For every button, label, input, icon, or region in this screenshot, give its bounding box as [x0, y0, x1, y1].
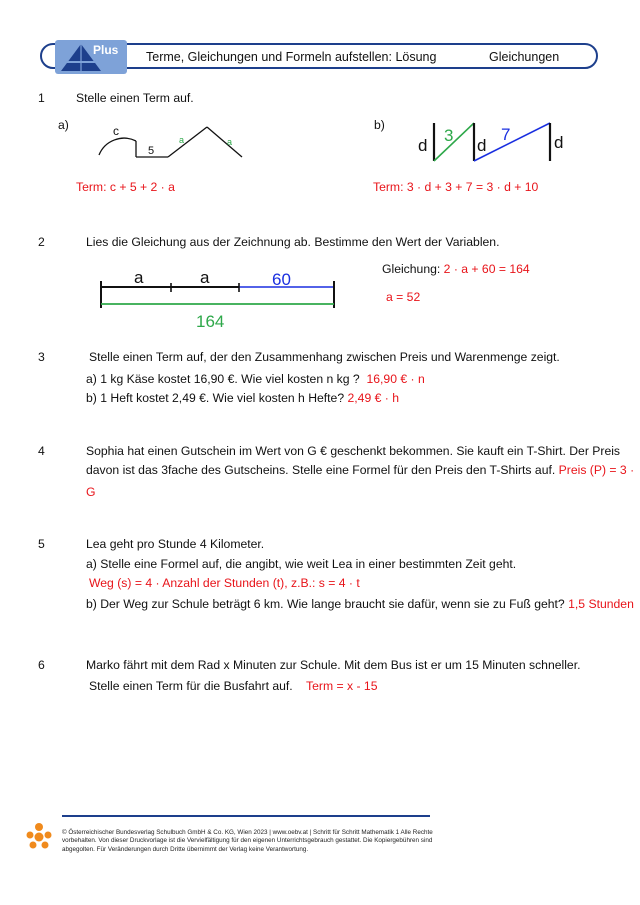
task-1b-figure — [412, 115, 572, 170]
label-a-1: a — [179, 135, 185, 145]
task-4-line-2-row — [86, 463, 634, 477]
task-3-number: 3 — [38, 350, 45, 364]
logo-label: Plus — [93, 43, 119, 57]
footer-copyright: © Österreichischer Bundesverlag Schulbuch GmbH & Co. KG, Wien 2023 | www.oebv.at | Schritt für Schritt Mathematik 1 Alle Rechte vorbehalten. Von dieser Druckvorlage ist die Vervielfältigung für den eigenen Unterrichtsgebrauch gestattet. Die Kopiergebühren sind abgegolten. Für Veränderungen durch Dritte übernimmt der Verlag keine Verantwortung. — [62, 829, 433, 853]
arc-c — [99, 138, 136, 155]
page-title: Terme, Gleichungen und Formeln aufstellen: Lösung — [146, 50, 437, 64]
task-4-number: 4 — [38, 444, 45, 458]
label-d-1: d — [418, 136, 428, 155]
task-2-number: 2 — [38, 235, 45, 249]
task-6-answer: Term = x - 15 — [306, 679, 378, 693]
task-5a-answer: Weg (s) = 4 · Anzahl der Stunden (t), z.B.: s = 4 · t — [89, 576, 360, 590]
task-3a-text: a) 1 kg Käse kostet 16,90 €. Wie viel kosten n kg ? — [86, 372, 360, 386]
subject-label: Gleichungen — [489, 50, 560, 64]
task-5-number: 5 — [38, 537, 45, 551]
label-a-2: a — [200, 268, 210, 287]
task-1a-figure — [90, 115, 260, 165]
task-3-text: Stelle einen Term auf, der den Zusammenhang zwischen Preis und Warenmenge zeigt. — [89, 350, 560, 364]
task-6-line-1: Marko fährt mit dem Rad x Minuten zur Schule. Mit dem Bus ist er um 15 Minuten schneller. — [86, 658, 581, 672]
label-a-1: a — [134, 268, 144, 287]
task-4-line-2: davon ist das 3fache des Gutscheins. Stelle eine Formel für den Preis den T-Shirts auf. — [86, 463, 556, 477]
label-60: 60 — [272, 270, 291, 289]
footer-divider — [62, 815, 430, 817]
task-4-line-1: Sophia hat einen Gutschein im Wert von G € geschenkt bekommen. Sie kauft ein T-Shirt. Der Preis — [86, 444, 621, 458]
task-2-equation-label: Gleichung: — [382, 262, 441, 276]
task-5b-row — [86, 597, 634, 611]
task-3a-answer: 16,90 € · n — [366, 372, 425, 386]
task-4-answer-part-2: G — [86, 485, 96, 499]
task-3b-answer: 2,49 € · h — [347, 391, 399, 405]
task-2-solution: a = 52 — [386, 290, 421, 304]
publisher-logo-icon — [24, 821, 54, 851]
task-1a-answer: Term: c + 5 + 2 · a — [76, 180, 175, 194]
task-3b-row — [86, 391, 399, 405]
task-1-number: 1 — [38, 91, 45, 105]
task-2-equation-row — [382, 262, 530, 276]
task-6-line-2: Stelle einen Term für die Busfahrt auf. — [89, 679, 293, 693]
task-1b-label: b) — [374, 118, 385, 132]
task-4-answer-part-1: Preis (P) = 3 · — [558, 463, 635, 477]
task-3a-row — [86, 372, 425, 386]
label-d-2: d — [477, 136, 487, 155]
task-1b-answer: Term: 3 · d + 3 + 7 = 3 · d + 10 — [373, 180, 539, 194]
task-1a-label: a) — [58, 118, 69, 132]
task-2-text: Lies die Gleichung aus der Zeichnung ab. Bestimme den Wert der Variablen. — [86, 235, 500, 249]
label-5: 5 — [148, 145, 155, 157]
label-d-3: d — [554, 133, 564, 152]
label-c: c — [113, 124, 119, 138]
label-a-2: a — [227, 137, 233, 147]
task-6-line-2-row — [89, 679, 377, 693]
task-3b-text: b) 1 Heft kostet 2,49 €. Wie viel kosten h Hefte? — [86, 391, 345, 405]
label-164: 164 — [196, 312, 225, 331]
label-3: 3 — [444, 126, 454, 145]
label-7: 7 — [501, 125, 511, 144]
task-5b-answer: 1,5 Stunden — [568, 597, 634, 611]
task-5-text: Lea geht pro Stunde 4 Kilometer. — [86, 537, 265, 551]
task-2-equation: 2 · a + 60 = 164 — [443, 262, 530, 276]
task-2-figure — [96, 264, 341, 334]
task-5b-text: b) Der Weg zur Schule beträgt 6 km. Wie lange braucht sie dafür, wenn sie zu Fuß geht? — [86, 597, 565, 611]
task-1-text: Stelle einen Term auf. — [76, 91, 194, 105]
task-6-number: 6 — [38, 658, 45, 672]
task-5a-text: a) Stelle eine Formel auf, die angibt, wie weit Lea in einer bestimmten Zeit geht. — [86, 557, 517, 571]
